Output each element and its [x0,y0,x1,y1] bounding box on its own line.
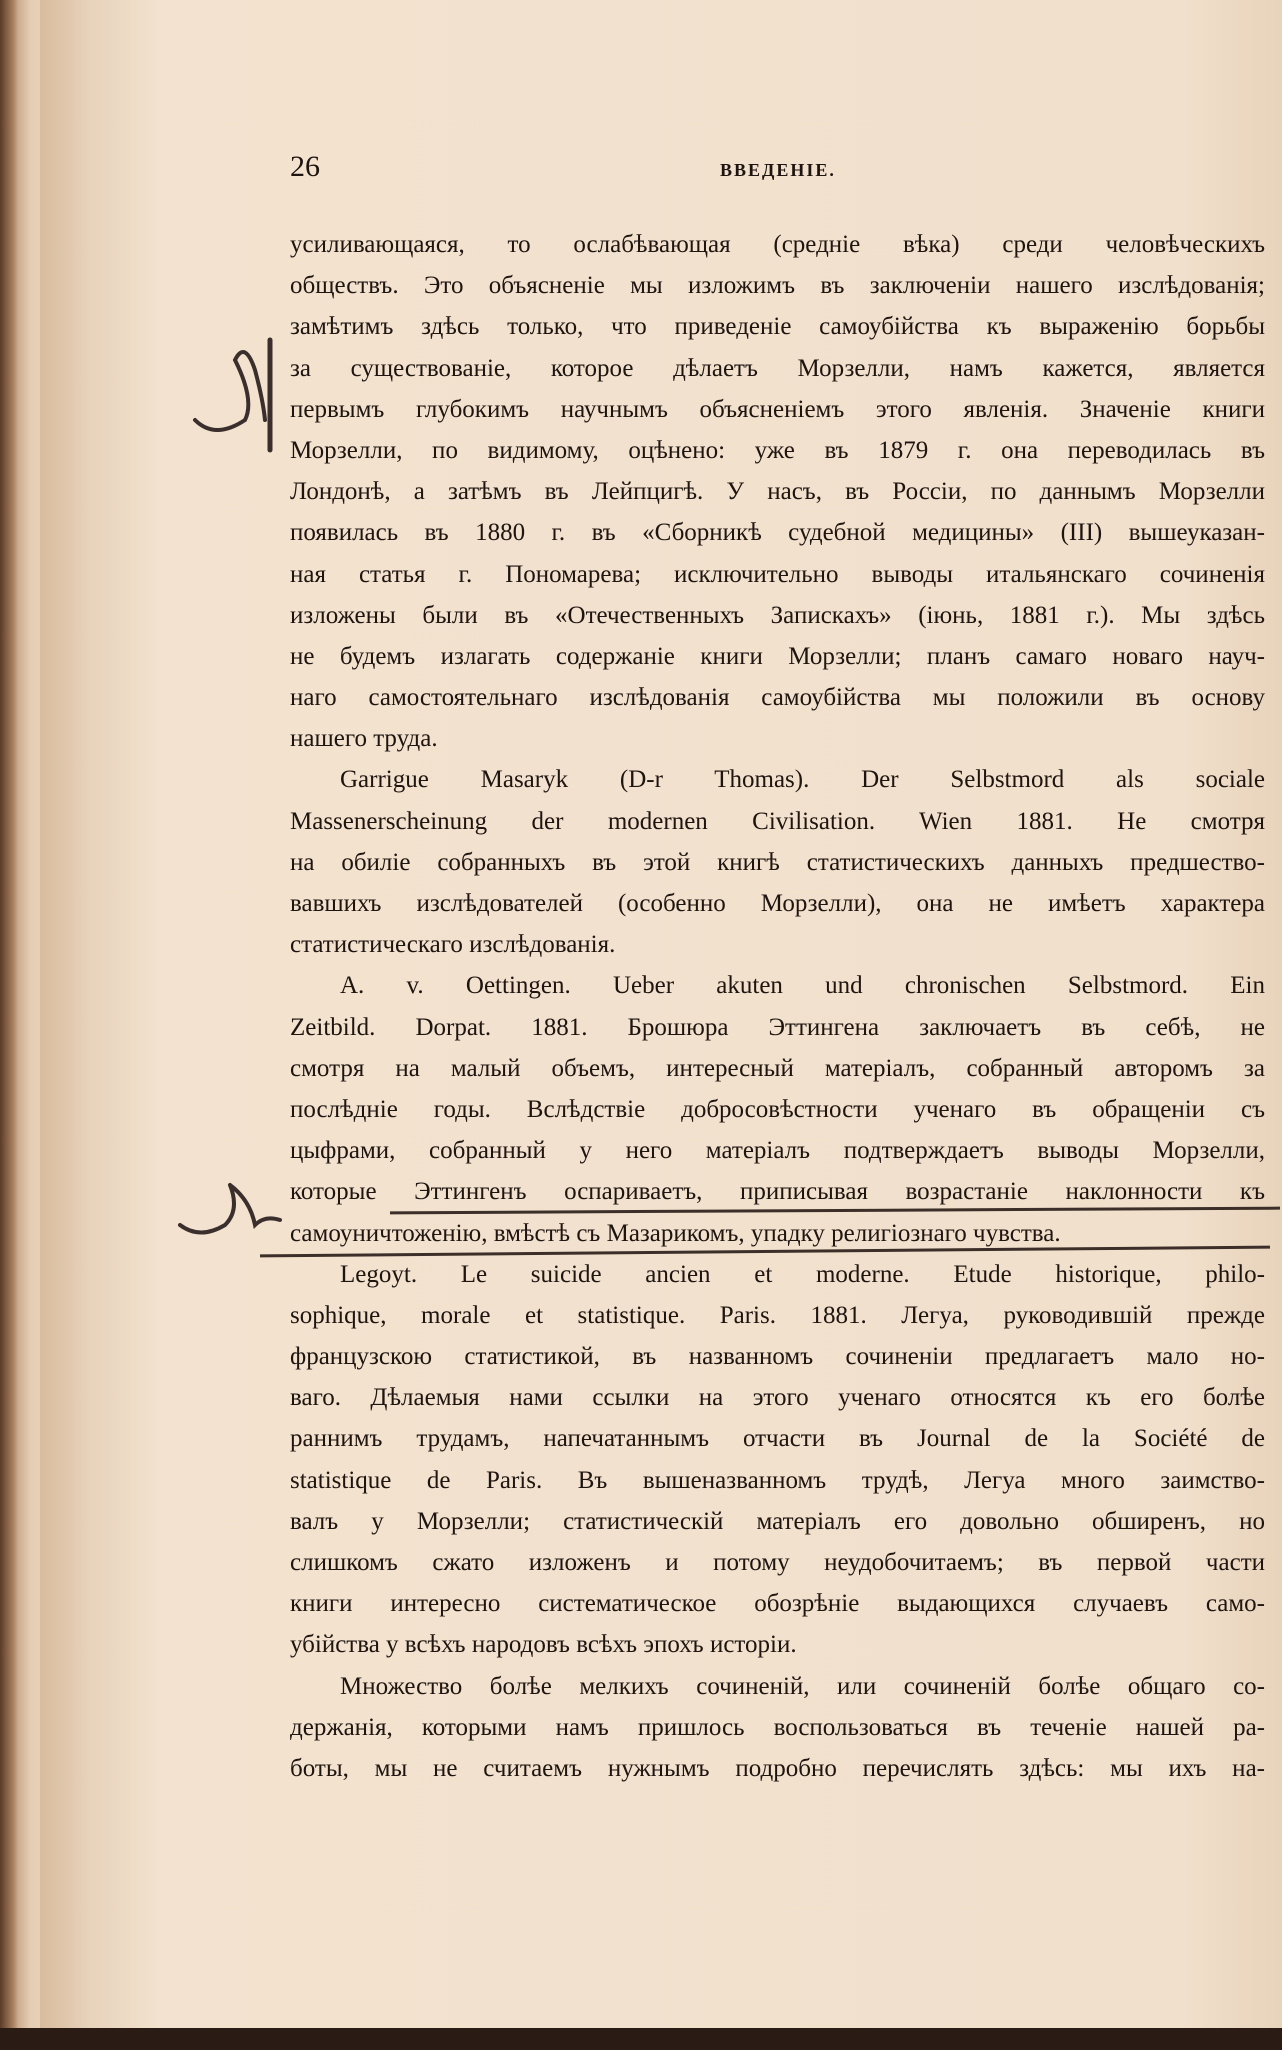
text-line: усиливающаяся, то ослабѣвающая (средніе вѣка) среди человѣческихъ [290,231,1265,258]
text-line: появилась въ 1880 г. въ «Сборникѣ судебной медицины» (III) вышеуказан- [290,519,1265,547]
text-line: наго самостоятельнаго изслѣдованія самоубійства мы положили въ основу [290,684,1265,712]
text-line: замѣтимъ здѣсь только, что приведеніе самоубійства къ выраженію борьбы [290,313,1265,341]
text-line: держанія, которыми намъ пришлось воспользоваться въ теченіе нашей ра- [290,1713,1265,1741]
bibliography-entry-oettingen: A. v. Oettingen. Ueber akuten und chronischen Selbstmord. Ein [340,972,1265,1000]
text-line: ная статья г. Пономарева; исключительно выводы итальянскаго сочиненія [290,560,1265,588]
text-line: за существованіе, которое дѣлаетъ Морзелли, намъ кажется, является [290,354,1265,382]
scan-bottom-edge [0,2028,1282,2050]
text-line: ваго. Дѣлаемыя нами ссылки на этого ученаго относятся къ его болѣе [290,1384,1265,1412]
bibliography-entry-legoyt: Legoyt. Le suicide ancien et moderne. Etude historique, philo- [340,1260,1265,1288]
text-line: обществъ. Это объясненіе мы изложимъ въ заключеніи нашего изслѣдованія; [290,272,1265,300]
text-line: валъ у Морзелли; статистическій матеріалъ его довольно обширенъ, но [290,1507,1265,1535]
page-header [290,150,1260,190]
text-line: смотря на малый объемъ, интересный матеріалъ, собранный авторомъ за [290,1054,1265,1082]
text-line: Massenerscheinung der modernen Civilisation. Wien 1881. Не смотря [290,807,1265,835]
text-line: самоуничтоженію, вмѣстѣ съ Мазарикомъ, упадку религіознаго чувства. [290,1219,1061,1247]
text-line: которые Эттингенъ оспариваетъ, приписывая возрастаніе наклонности къ [290,1178,1265,1206]
body-text [290,224,1265,1789]
text-line: слишкомъ сжато изложенъ и потому неудобочитаемъ; въ первой части [290,1549,1265,1576]
text-line: вавшихъ изслѣдователей (особенно Морзелли), она не имѣетъ характера [290,890,1265,917]
text-line: статистическаго изслѣдованія. [290,931,616,959]
text-line: Лондонѣ, а затѣмъ въ Лейпцигѣ. У насъ, въ Россіи, по даннымъ Морзелли [290,478,1265,506]
text-line: нашего труда. [290,725,438,753]
text-line: цыфрами, собранный у него матеріалъ подтверждаетъ выводы Морзелли, [290,1137,1265,1165]
bibliography-entry-masaryk: Garrigue Masaryk (D-r Thomas). Der Selbstmord als sociale [340,766,1265,794]
book-spine-shadow [0,0,18,2050]
text-line: боты, мы не считаемъ нужнымъ подробно перечислять здѣсь: мы ихъ на- [290,1754,1265,1782]
text-line: Zeitbild. Dorpat. 1881. Брошюра Эттингена заключаетъ въ себѣ, не [290,1013,1265,1041]
text-line: на обиліе собранныхъ въ этой книгѣ статистическихъ данныхъ предшество- [290,848,1265,876]
text-line: первымъ глубокимъ научнымъ объясненіемъ этого явленія. Значеніе книги [290,395,1265,423]
text-line: sophique, morale et statistique. Paris. 1881. Легуа, руководившій прежде [290,1301,1265,1329]
margin-pencil-mark-icon [175,300,295,460]
text-line: убійства у всѣхъ народовъ всѣхъ эпохъ исторіи. [290,1631,797,1659]
text-line: изложены были въ «Отечественныхъ Запискахъ» (іюнь, 1881 г.). Мы здѣсь [290,601,1265,629]
margin-pencil-mark-icon [170,1170,290,1260]
running-head: ВВЕДЕНІЕ. [720,160,836,180]
text-line: не будемъ излагать содержаніе книги Морзелли; планъ самаго новаго науч- [290,642,1265,670]
text-line: книги интересно систематическое обозрѣніе выдающихся случаевъ само- [290,1590,1265,1618]
text-line: Множество болѣе мелкихъ сочиненій, или сочиненій болѣе общаго со- [340,1672,1265,1700]
text-line: Морзелли, по видимому, оцѣнено: уже въ 1879 г. она переводилась въ [290,436,1265,464]
paper-stain [40,0,160,2050]
text-line: французскою статистикой, въ названномъ сочиненіи предлагаетъ мало но- [290,1343,1265,1371]
text-line: послѣдніе годы. Вслѣдствіе добросовѣстности ученаго въ обращеніи съ [290,1095,1265,1123]
text-line: раннимъ трудамъ, напечатаннымъ отчасти въ Journal de la Société de [290,1425,1265,1453]
text-line: statistique de Paris. Въ вышеназванномъ трудѣ, Легуа много заимство- [290,1466,1265,1494]
page-number: 26 [290,150,320,183]
